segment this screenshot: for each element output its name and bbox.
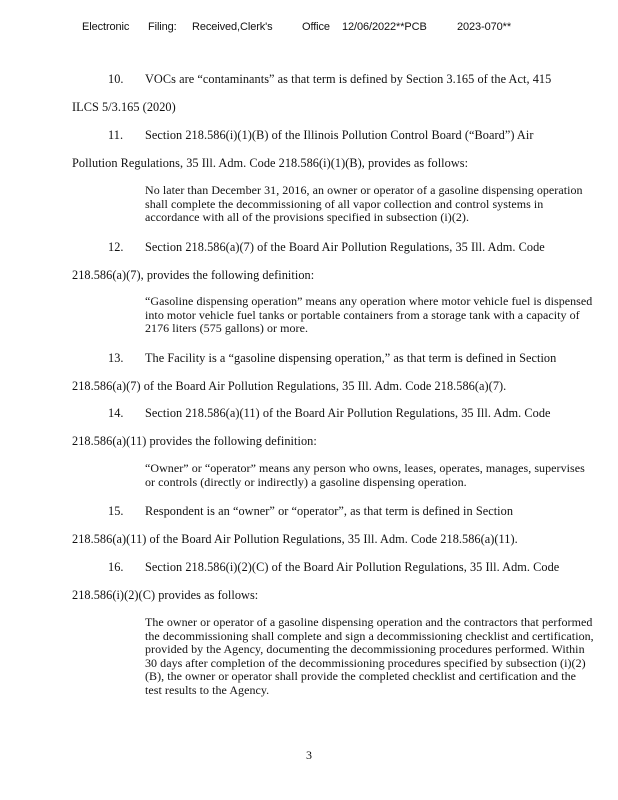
paragraph-number: 13. — [108, 351, 124, 365]
paragraph-14-continuation: 218.586(a)(11) provides the following definition: — [72, 434, 317, 448]
paragraph-text: Section 218.586(a)(7) of the Board Air Pollution Regulations, 35 Ill. Adm. Code — [145, 240, 545, 254]
paragraph-text: Section 218.586(a)(11) of the Board Air Pollution Regulations, 35 Ill. Adm. Code — [145, 406, 551, 420]
paragraph-number: 12. — [108, 240, 124, 254]
paragraph-12-continuation: 218.586(a)(7), provides the following definition: — [72, 268, 315, 282]
paragraph-text: Respondent is an “owner” or “operator”, as that term is defined in Section — [145, 504, 514, 518]
page-number: 3 — [306, 748, 312, 762]
paragraph-10-continuation: ILCS 5/3.165 (2020) — [72, 100, 176, 114]
block-quote-16: The owner or operator of a gasoline dispensing operation and the contractors that performed the decommissioning shall complete and sign a decommissioning checklist and certification, provided by the Agency, documenting the decommissioning procedures performed. Within 30 days after completion of the decommissioning procedures specified by subsection (i)(2)(B), the owner or operator shall provide the completed checklist and certification and the test results to the Agency. — [145, 615, 594, 697]
paragraph-text: The Facility is a “gasoline dispensing operation,” as that term is defined in Section — [145, 351, 557, 365]
paragraph-number: 10. — [108, 72, 124, 86]
paragraph-text: Section 218.586(i)(2)(C) of the Board Air Pollution Regulations, 35 Ill. Adm. Code — [145, 560, 560, 574]
header-filing: Filing: — [148, 21, 177, 33]
paragraph-15 — [108, 504, 513, 519]
paragraph-text: VOCs are “contaminants” as that term is defined by Section 3.165 of the Act, 415 — [145, 72, 552, 86]
header-electronic: Electronic — [82, 21, 130, 33]
header-date: 12/06/2022**PCB — [342, 21, 427, 33]
filing-header — [82, 21, 511, 33]
paragraph-14 — [108, 406, 551, 421]
block-quote-12: “Gasoline dispensing operation” means any operation where motor vehicle fuel is dispensed into motor vehicle fuel tanks or portable containers from a storage tank with a capacity of 2176 liters (575 gallons) or more. — [145, 294, 593, 335]
paragraph-number: 16. — [108, 560, 124, 574]
header-case-number: 2023-070** — [457, 21, 512, 33]
paragraph-11-continuation: Pollution Regulations, 35 Ill. Adm. Code 218.586(i)(1)(B), provides as follows: — [72, 156, 469, 170]
paragraph-number: 14. — [108, 406, 124, 420]
paragraph-15-continuation: 218.586(a)(11) of the Board Air Pollution Regulations, 35 Ill. Adm. Code 218.586(a)(11). — [72, 532, 518, 546]
paragraph-11 — [108, 128, 533, 143]
paragraph-text: Section 218.586(i)(1)(B) of the Illinois Pollution Control Board (“Board”) Air — [145, 128, 534, 142]
block-quote-14: “Owner” or “operator” means any person who owns, leases, operates, manages, supervises or controls (directly or indirectly) a gasoline dispensing operation. — [145, 461, 585, 489]
paragraph-13-continuation: 218.586(a)(7) of the Board Air Pollution Regulations, 35 Ill. Adm. Code 218.586(a)(7). — [72, 379, 507, 393]
block-quote-11: No later than December 31, 2016, an owner or operator of a gasoline dispensing operation shall complete the decommissioning of all vapor collection and control systems in accordance with all of the provisions specified in subsection (i)(2). — [145, 183, 583, 224]
header-received: Received,Clerk's — [192, 21, 273, 33]
paragraph-12 — [108, 240, 545, 255]
paragraph-number: 11. — [108, 128, 124, 142]
paragraph-10 — [108, 72, 551, 87]
paragraph-16 — [108, 560, 559, 575]
paragraph-13 — [108, 351, 556, 366]
paragraph-number: 15. — [108, 504, 124, 518]
header-office: Office — [302, 21, 330, 33]
paragraph-16-continuation: 218.586(i)(2)(C) provides as follows: — [72, 588, 259, 602]
